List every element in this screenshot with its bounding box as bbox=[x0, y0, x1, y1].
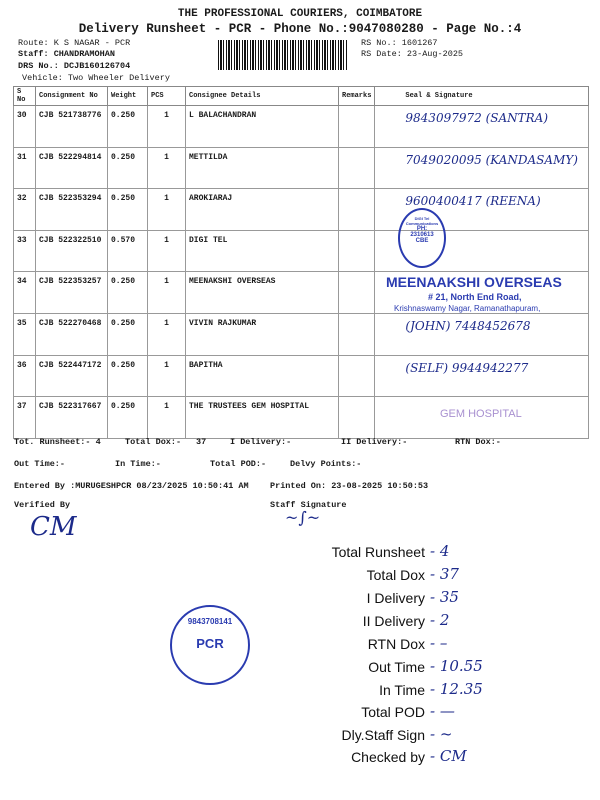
table-row bbox=[14, 355, 589, 397]
pcs: 1 bbox=[148, 397, 186, 439]
consignment-no: CJB 522322510 bbox=[36, 230, 108, 272]
s-no: 33 bbox=[14, 230, 36, 272]
pcs: 1 bbox=[148, 313, 186, 355]
consignment-no: CJB 522447172 bbox=[36, 355, 108, 397]
consignee: METTILDA bbox=[186, 147, 339, 189]
weight: 0.250 bbox=[108, 189, 148, 231]
summary-value: - 2 bbox=[430, 611, 450, 629]
consignee: MEENAKSHI OVERSEAS bbox=[186, 272, 339, 314]
summary-value: - — bbox=[430, 702, 455, 720]
barcode bbox=[218, 40, 348, 70]
gem-hospital-stamp: GEM HOSPITAL bbox=[440, 408, 522, 420]
signature: 9600400417 (REENA) bbox=[375, 189, 589, 231]
i-delivery: I Delivery:- bbox=[230, 437, 292, 447]
consignment-no: CJB 522294814 bbox=[36, 147, 108, 189]
summary-value: - ~ bbox=[430, 725, 453, 743]
table-row bbox=[14, 313, 589, 355]
s-no: 35 bbox=[14, 313, 36, 355]
col-pcs: PCS bbox=[148, 87, 186, 106]
remarks bbox=[339, 272, 375, 314]
summary-value: - CM bbox=[430, 747, 467, 765]
table-row bbox=[14, 106, 589, 148]
col-sno: S No bbox=[14, 87, 36, 106]
summary-value: - 4 bbox=[430, 542, 450, 560]
drs-no: DRS No.: DCJB160126704 bbox=[18, 61, 131, 71]
summary-label: Total POD bbox=[361, 704, 425, 720]
summary-value: - 12.35 bbox=[430, 680, 483, 698]
rtn-dox: RTN Dox:- bbox=[455, 437, 501, 447]
summary-label: Checked by bbox=[351, 749, 425, 765]
runsheet-title: Delivery Runsheet - PCR - Phone No.:9047080280 - Page No.:4 bbox=[78, 22, 522, 36]
summary-label: Out Time bbox=[368, 659, 425, 675]
col-seal: Seal & Signature bbox=[375, 87, 589, 106]
weight: 0.250 bbox=[108, 106, 148, 148]
consignee: AROKIARAJ bbox=[186, 189, 339, 231]
printed-on: Printed On: 23-08-2025 10:50:53 bbox=[270, 481, 429, 491]
stamp-text: Krishnaswamy Nagar, Ramanathapuram, bbox=[394, 304, 541, 313]
summary-label: I Delivery bbox=[366, 590, 425, 606]
staff-signature: ~∫~ bbox=[285, 508, 321, 527]
out-time: Out Time:- bbox=[14, 459, 66, 469]
pcs: 1 bbox=[148, 272, 186, 314]
digi-tel-stamp bbox=[398, 208, 446, 268]
summary-label: II Delivery bbox=[362, 613, 425, 629]
stamp-text: PH: bbox=[416, 226, 428, 232]
remarks bbox=[339, 147, 375, 189]
remarks bbox=[339, 397, 375, 439]
vehicle: Vehicle: Two Wheeler Delivery bbox=[22, 73, 170, 83]
remarks bbox=[339, 230, 375, 272]
pcs: 1 bbox=[148, 355, 186, 397]
weight: 0.250 bbox=[108, 272, 148, 314]
s-no: 31 bbox=[14, 147, 36, 189]
remarks bbox=[339, 189, 375, 231]
weight: 0.250 bbox=[108, 147, 148, 189]
pcs: 1 bbox=[148, 230, 186, 272]
col-consignment: Consignment No bbox=[36, 87, 108, 106]
entered-by: Entered By :MURUGESHPCR 08/23/2025 10:50:41 AM bbox=[14, 481, 249, 491]
s-no: 37 bbox=[14, 397, 36, 439]
consignee: DIGI TEL bbox=[186, 230, 339, 272]
stamp-text: 9843708141 bbox=[187, 617, 233, 626]
summary-label: In Time bbox=[379, 682, 425, 698]
signature: (SELF) 9944942277 bbox=[375, 355, 589, 397]
table-row bbox=[14, 230, 589, 272]
staff-signature-label: Staff Signature bbox=[270, 500, 347, 510]
weight: 0.250 bbox=[108, 397, 148, 439]
signature: 9843097972 (SANTRA) bbox=[375, 106, 589, 148]
signature: (JOHN) 7448452678 bbox=[375, 313, 589, 355]
rs-no: RS No.: 1601267 bbox=[361, 38, 438, 48]
consignee: L BALACHANDRAN bbox=[186, 106, 339, 148]
consignment-no: CJB 522270468 bbox=[36, 313, 108, 355]
summary-label: Total Runsheet bbox=[331, 544, 425, 560]
consignee: THE TRUSTEES GEM HOSPITAL bbox=[186, 397, 339, 439]
weight: 0.250 bbox=[108, 313, 148, 355]
stamp-text: CBE bbox=[415, 238, 429, 244]
remarks bbox=[339, 106, 375, 148]
col-consignee: Consignee Details bbox=[186, 87, 339, 106]
s-no: 36 bbox=[14, 355, 36, 397]
summary-label: Total Dox bbox=[366, 567, 425, 583]
pcr-stamp bbox=[170, 605, 250, 685]
consignment-no: CJB 521738776 bbox=[36, 106, 108, 148]
delvy-points: Delvy Points:- bbox=[290, 459, 362, 469]
stamp-text: 2310613 bbox=[410, 232, 434, 238]
consignment-no: CJB 522353257 bbox=[36, 272, 108, 314]
summary-value: - 10.55 bbox=[430, 657, 483, 675]
table-row bbox=[14, 189, 589, 231]
signature: 7049020095 (KANDASAMY) bbox=[375, 147, 589, 189]
staff: Staff: CHANDRAMOHAN bbox=[18, 49, 115, 59]
s-no: 32 bbox=[14, 189, 36, 231]
consignment-no: CJB 522353294 bbox=[36, 189, 108, 231]
meenaakshi-stamp: MEENAAKSHI OVERSEAS bbox=[386, 274, 562, 290]
col-weight: Weight bbox=[108, 87, 148, 106]
weight: 0.570 bbox=[108, 230, 148, 272]
remarks bbox=[339, 313, 375, 355]
pcs: 1 bbox=[148, 147, 186, 189]
table-row bbox=[14, 147, 589, 189]
total-dox: Total Dox:- bbox=[125, 437, 182, 447]
stamp-text: # 21, North End Road, bbox=[428, 292, 522, 302]
s-no: 30 bbox=[14, 106, 36, 148]
consignee: BAPITHA bbox=[186, 355, 339, 397]
verified-signature: CM bbox=[30, 512, 77, 542]
col-remarks: Remarks bbox=[339, 87, 375, 106]
pcs: 1 bbox=[148, 106, 186, 148]
total-pod: Total POD:- bbox=[210, 459, 267, 469]
consignee: VIVIN RAJKUMAR bbox=[186, 313, 339, 355]
stamp-text: PCR bbox=[196, 636, 224, 651]
summary-value: - 37 bbox=[430, 565, 459, 583]
s-no: 34 bbox=[14, 272, 36, 314]
total-dox-value: 37 bbox=[196, 437, 207, 447]
route: Route: K S NAGAR - PCR bbox=[18, 38, 131, 48]
rs-date: RS Date: 23-Aug-2025 bbox=[361, 49, 464, 59]
ii-delivery: II Delivery:- bbox=[341, 437, 408, 447]
remarks bbox=[339, 355, 375, 397]
summary-value: - 35 bbox=[430, 588, 459, 606]
runsheet-table bbox=[13, 86, 589, 439]
weight: 0.250 bbox=[108, 355, 148, 397]
pcs: 1 bbox=[148, 189, 186, 231]
summary-value: - – bbox=[430, 634, 448, 652]
summary-label: Dly.Staff Sign bbox=[341, 727, 425, 743]
stamp-text: DIGI Tel Communications bbox=[405, 216, 439, 226]
tot-runsheet: Tot. Runsheet:- 4 bbox=[14, 437, 101, 447]
summary-label: RTN Dox bbox=[367, 636, 425, 652]
verified-by-label: Verified By bbox=[14, 500, 71, 510]
company-name: THE PROFESSIONAL COURIERS, COIMBATORE bbox=[177, 8, 423, 20]
in-time: In Time:- bbox=[115, 459, 161, 469]
consignment-no: CJB 522317667 bbox=[36, 397, 108, 439]
